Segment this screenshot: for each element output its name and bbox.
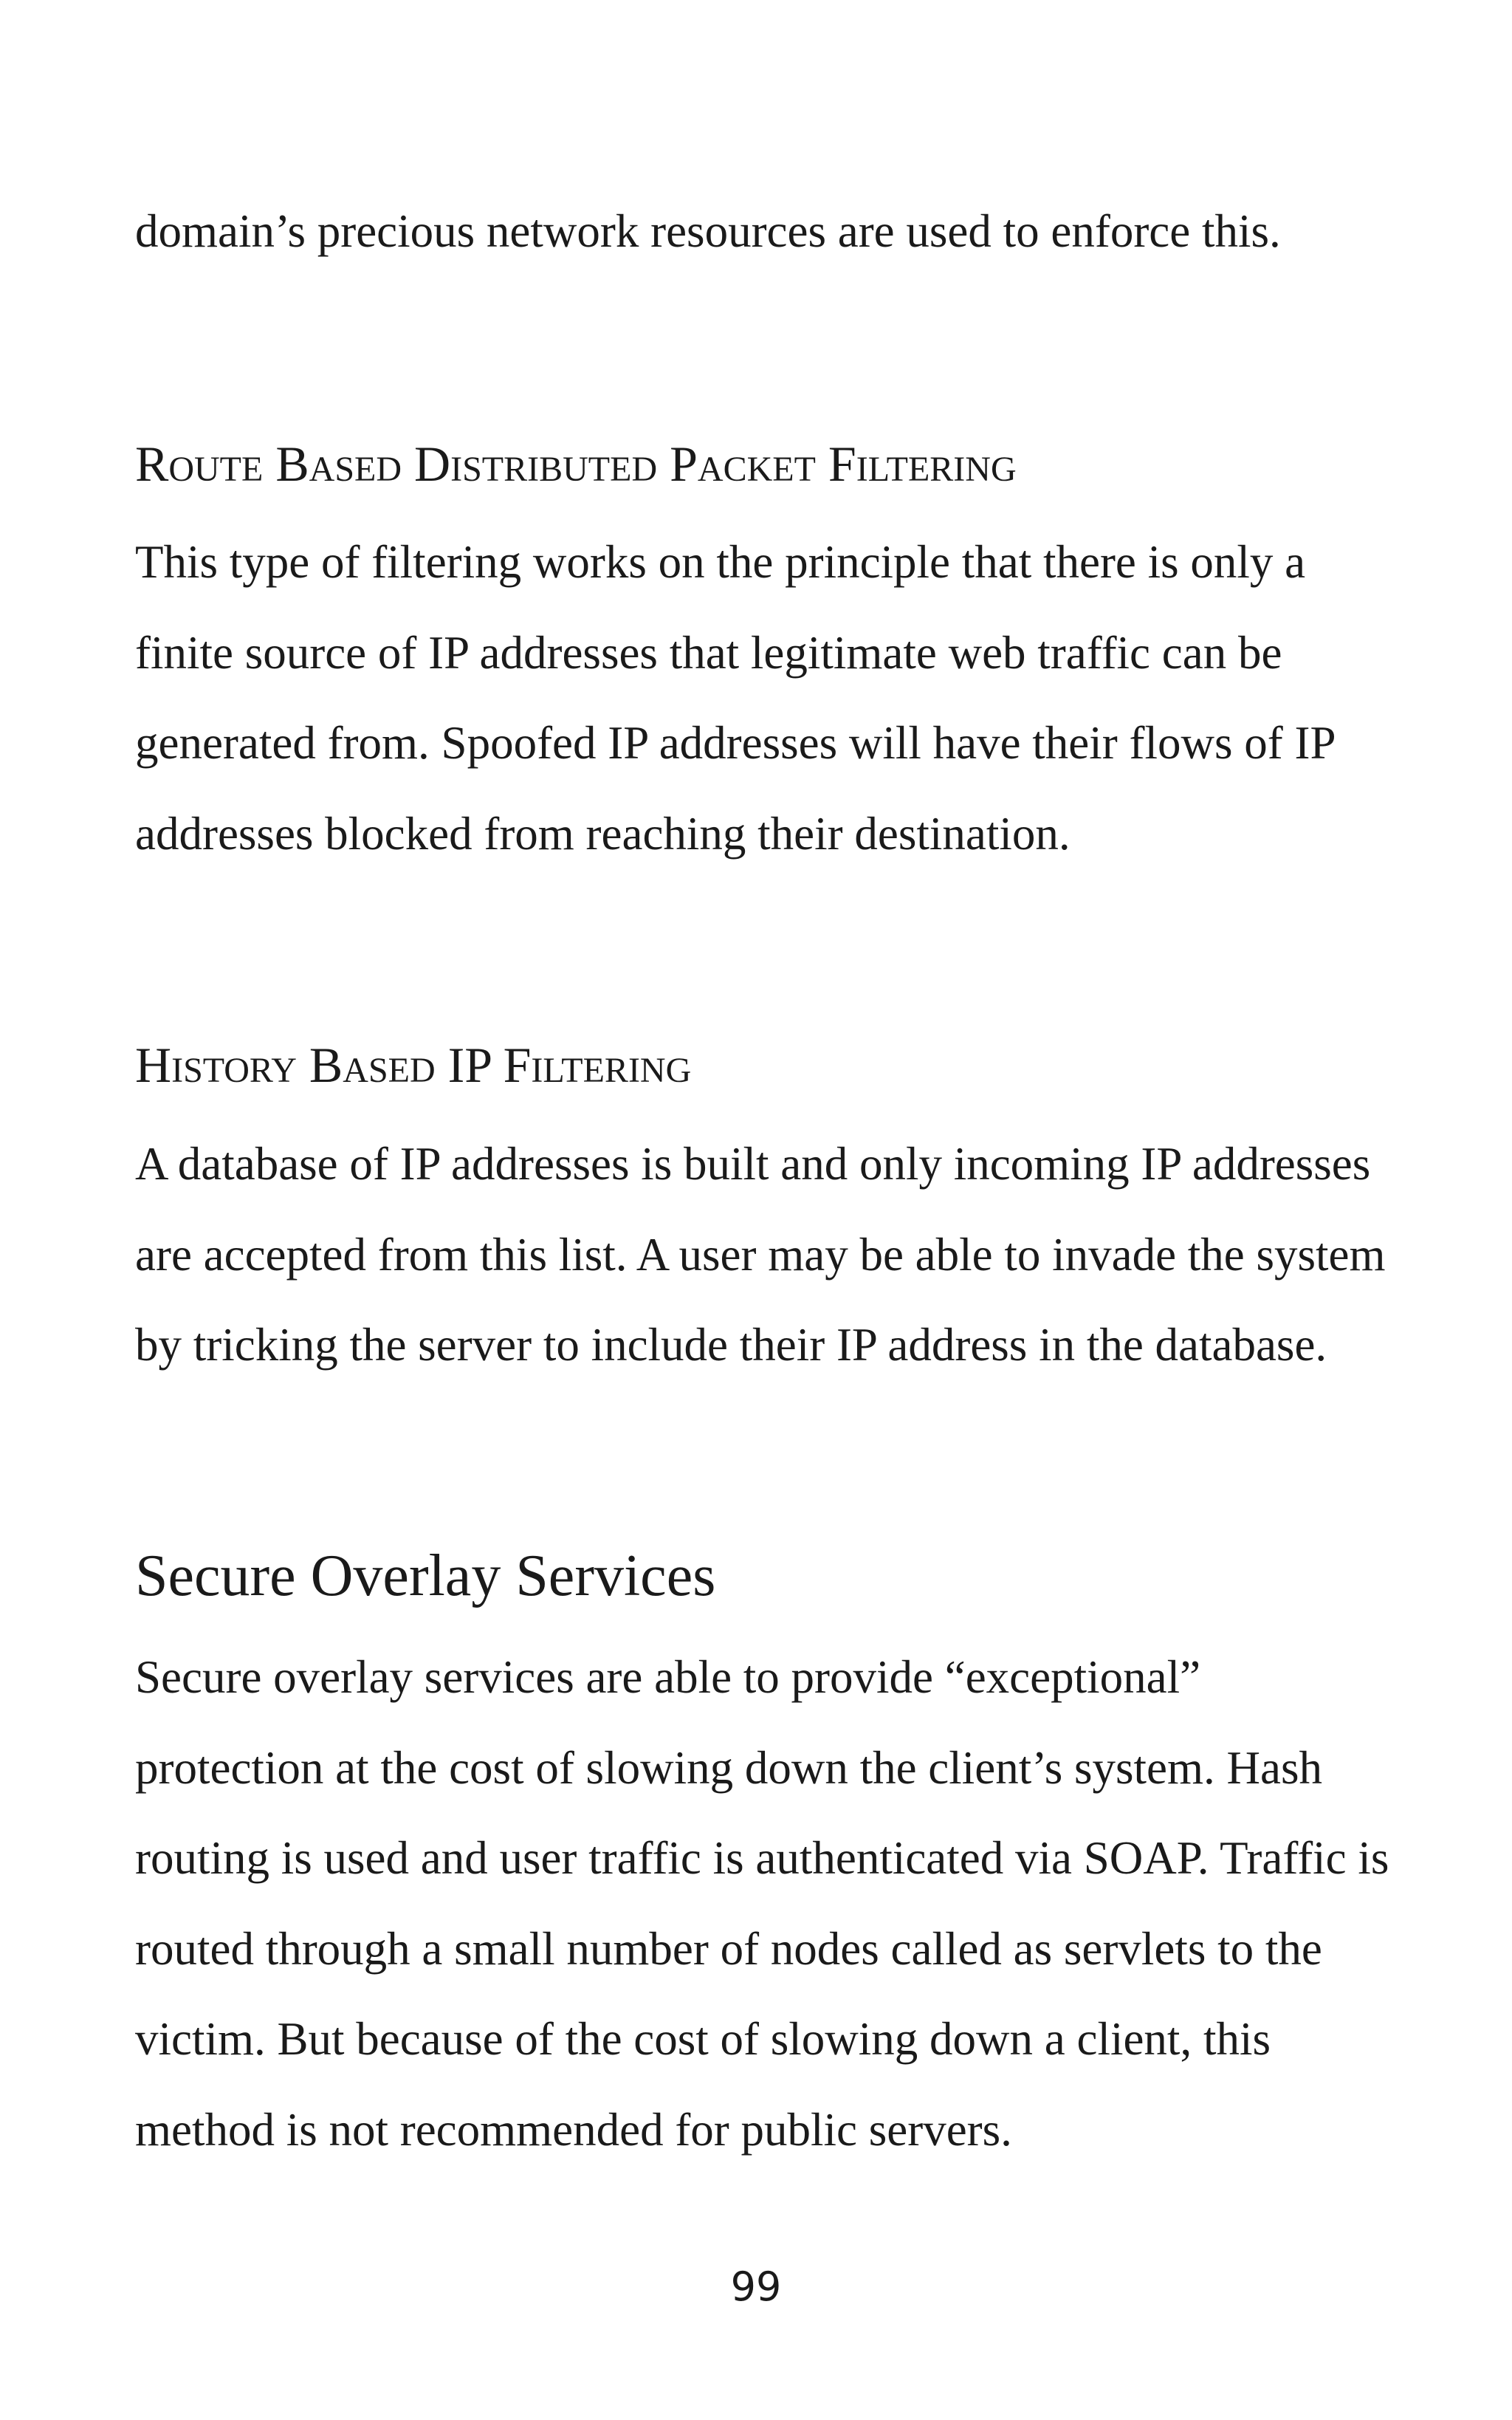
page-number: 99 xyxy=(730,2263,782,2310)
section-secure-overlay-body-block xyxy=(135,1632,1390,2175)
section-heading-secure-overlay-services: Secure Overlay Services xyxy=(135,1543,716,1608)
section-history-based-heading-block xyxy=(135,1035,1390,1094)
section-secure-overlay-heading-block xyxy=(135,1540,1390,1611)
section-body-secure-overlay-services: Secure overlay services are able to provide “exceptional” protection at the cost of slowing down the client’s system. Hash routing is used and user traffic is authenticated via SOAP. Traffic is routed through a small number of nodes called as servlets to the victim. But because of the cost of slowing down a client, this method is not recommended for public servers. xyxy=(135,1651,1389,2156)
section-heading-route-based-filtering: Route Based Distributed Packet Filtering xyxy=(135,436,1017,492)
section-body-history-based-filtering: A database of IP addresses is built and only incoming IP addresses are accepted from this list. A user may be able to invade the system by tricking the server to include their IP address in the database. xyxy=(135,1138,1386,1371)
section-route-based-body-block xyxy=(135,517,1390,879)
intro-paragraph: domain’s precious network resources are used to enforce this. xyxy=(135,205,1281,257)
intro-paragraph-block xyxy=(135,186,1390,277)
section-route-based-heading-block xyxy=(135,434,1390,493)
section-history-based-body-block xyxy=(135,1119,1390,1391)
section-body-route-based-filtering: This type of filtering works on the principle that there is only a finite source of IP addresses that legitimate web traffic can be generated from. Spoofed IP addresses will have their flows of IP addresses blocked from reaching their destination. xyxy=(135,536,1335,860)
section-heading-history-based-filtering: History Based IP Filtering xyxy=(135,1037,692,1093)
